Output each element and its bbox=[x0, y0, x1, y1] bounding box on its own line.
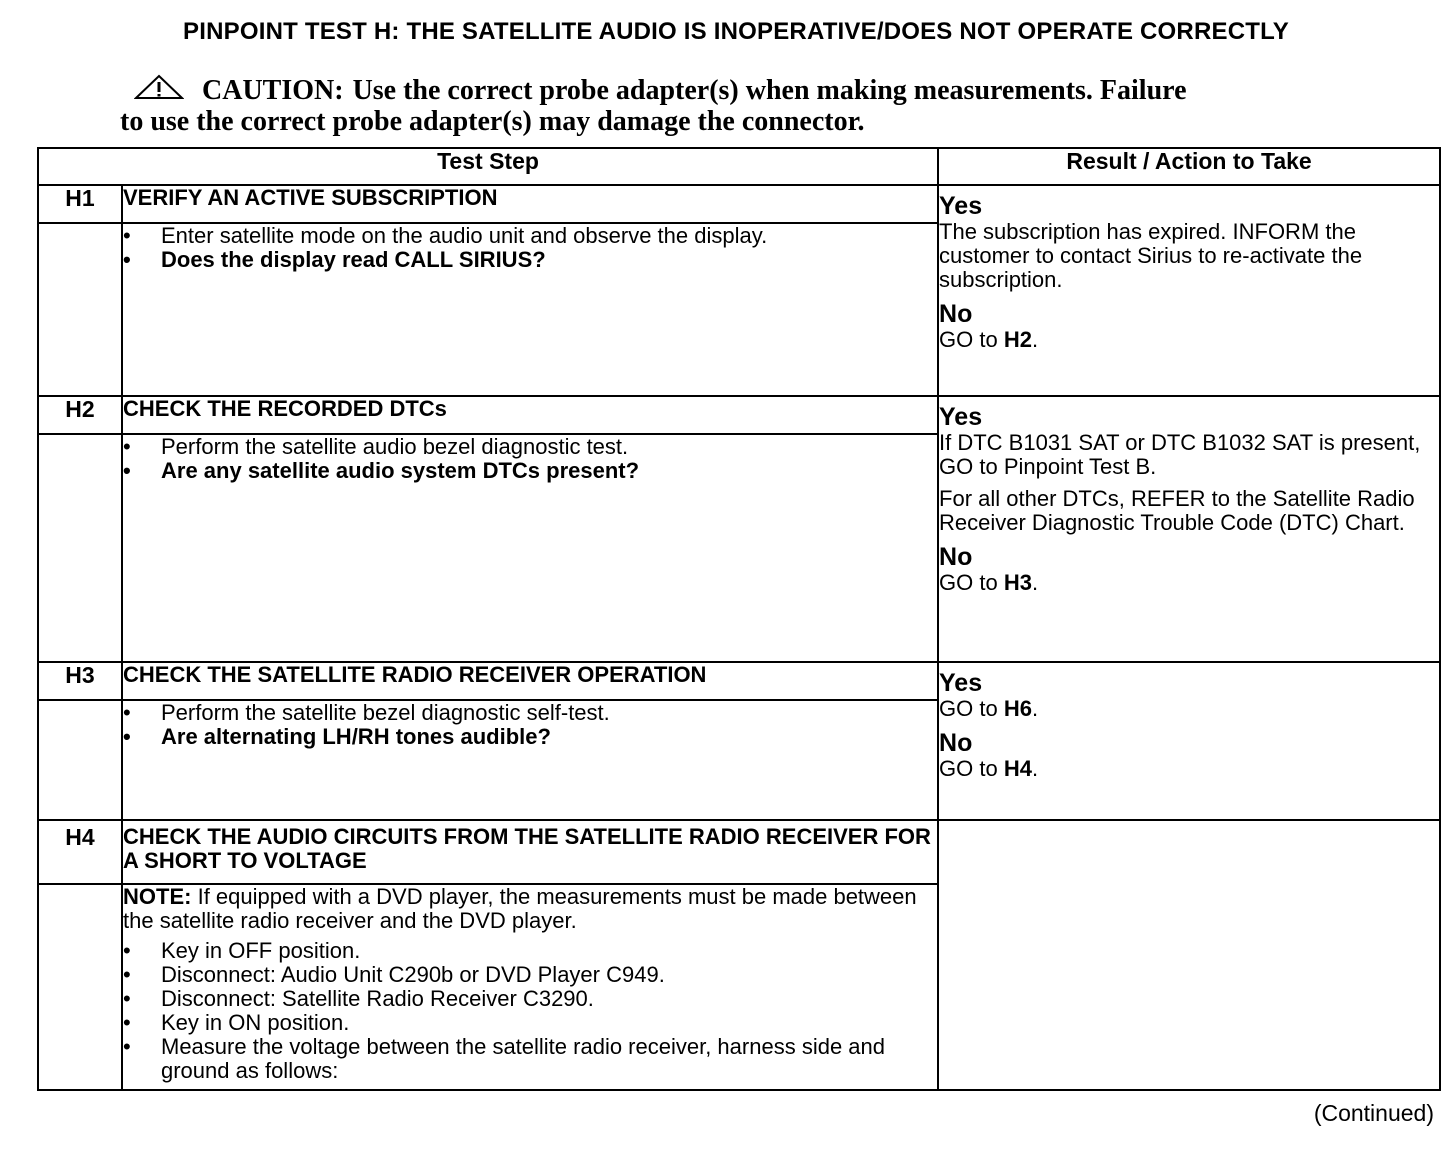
step-h2-result bbox=[938, 396, 1440, 662]
note-label: NOTE: bbox=[123, 884, 192, 909]
step-title: CHECK THE SATELLITE RADIO RECEIVER OPERATION bbox=[122, 662, 938, 700]
pinpoint-test-table bbox=[37, 147, 1441, 1091]
result-yes-label: Yes bbox=[939, 403, 983, 431]
result-yes-text: The subscription has expired. INFORM the customer to contact Sirius to re-activate the subscription. bbox=[939, 219, 1363, 292]
list-item-question: • Are alternating LH/RH tones audible? bbox=[123, 724, 551, 749]
step-id: H3 bbox=[38, 662, 122, 700]
caution-text-line2: to use the correct probe adapter(s) may damage the connector. bbox=[120, 106, 865, 137]
step-body bbox=[122, 884, 938, 1090]
page-title: PINPOINT TEST H: THE SATELLITE AUDIO IS INOPERATIVE/DOES NOT OPERATE CORRECTLY bbox=[183, 18, 1289, 45]
table-header-row bbox=[38, 148, 1440, 185]
step-h4-title-row bbox=[38, 820, 1440, 884]
step-id-spacer bbox=[38, 434, 122, 662]
list-item: • Key in OFF position. bbox=[123, 938, 361, 963]
result-no-label: No bbox=[939, 300, 973, 328]
result-yes-label: Yes bbox=[939, 669, 983, 697]
list-item: • Perform the satellite bezel diagnostic self-test. bbox=[123, 700, 610, 725]
result-no-label: No bbox=[939, 543, 973, 571]
goto-target: H3 bbox=[1003, 570, 1032, 595]
step-body bbox=[122, 700, 938, 820]
caution-notice bbox=[120, 74, 1350, 137]
step-body bbox=[122, 223, 938, 396]
result-no-text: GO to H2. bbox=[939, 327, 1039, 352]
step-title: VERIFY AN ACTIVE SUBSCRIPTION bbox=[122, 185, 938, 223]
step-h4-result bbox=[938, 820, 1440, 1090]
result-yes-label: Yes bbox=[939, 192, 983, 220]
step-id-spacer bbox=[38, 700, 122, 820]
result-no-text: GO to H4. bbox=[939, 756, 1039, 781]
result-no-label: No bbox=[939, 729, 973, 757]
step-id-spacer bbox=[38, 884, 122, 1090]
list-item: • Perform the satellite audio bezel diagnostic test. bbox=[123, 434, 629, 459]
step-id: H1 bbox=[38, 185, 122, 223]
goto-target: H4 bbox=[1003, 756, 1032, 781]
step-id: H4 bbox=[38, 820, 122, 884]
step-h1-title-row bbox=[38, 185, 1440, 223]
result-no-text: GO to H3. bbox=[939, 570, 1039, 595]
note-text: If equipped with a DVD player, the measurements must be made between the satellite radio receiver and the DVD player. bbox=[123, 884, 917, 933]
list-item: • Disconnect: Audio Unit C290b or DVD Player C949. bbox=[123, 962, 665, 987]
step-h1-result bbox=[938, 185, 1440, 396]
caution-text-line1: Use the correct probe adapter(s) when making measurements. Failure bbox=[352, 75, 1187, 106]
list-item-question: • Are any satellite audio system DTCs present? bbox=[123, 458, 640, 483]
goto-target: H2 bbox=[1003, 327, 1032, 352]
step-id-spacer bbox=[38, 223, 122, 396]
step-h3-result bbox=[938, 662, 1440, 820]
list-item: • Key in ON position. bbox=[123, 1010, 350, 1035]
step-h3-title-row bbox=[38, 662, 1440, 700]
result-yes-text: If DTC B1031 SAT or DTC B1032 SAT is present, GO to Pinpoint Test B. bbox=[939, 430, 1421, 479]
caution-label: CAUTION: bbox=[202, 75, 344, 106]
step-note bbox=[123, 885, 937, 933]
warning-triangle-icon bbox=[134, 74, 184, 100]
header-test-step: Test Step bbox=[38, 148, 938, 185]
continued-label: (Continued) bbox=[1313, 1100, 1434, 1126]
list-item: • Enter satellite mode on the audio unit and observe the display. bbox=[123, 223, 768, 248]
header-result-action: Result / Action to Take bbox=[938, 148, 1440, 185]
result-yes-text: GO to H6. bbox=[939, 696, 1039, 721]
step-id: H2 bbox=[38, 396, 122, 434]
step-h2-title-row bbox=[38, 396, 1440, 434]
list-item-question: • Does the display read CALL SIRIUS? bbox=[123, 247, 546, 272]
step-title: CHECK THE AUDIO CIRCUITS FROM THE SATELLITE RADIO RECEIVER FOR A SHORT TO VOLTAGE bbox=[122, 820, 938, 884]
list-item: • Disconnect: Satellite Radio Receiver C3290. bbox=[123, 986, 594, 1011]
goto-target: H6 bbox=[1003, 696, 1032, 721]
list-item: • Measure the voltage between the satellite radio receiver, harness side and ground as follows: bbox=[123, 1034, 885, 1083]
step-body bbox=[122, 434, 938, 662]
step-title: CHECK THE RECORDED DTCs bbox=[122, 396, 938, 434]
result-yes-text-2: For all other DTCs, REFER to the Satellite Radio Receiver Diagnostic Trouble Code (DTC) Chart. bbox=[939, 486, 1415, 535]
